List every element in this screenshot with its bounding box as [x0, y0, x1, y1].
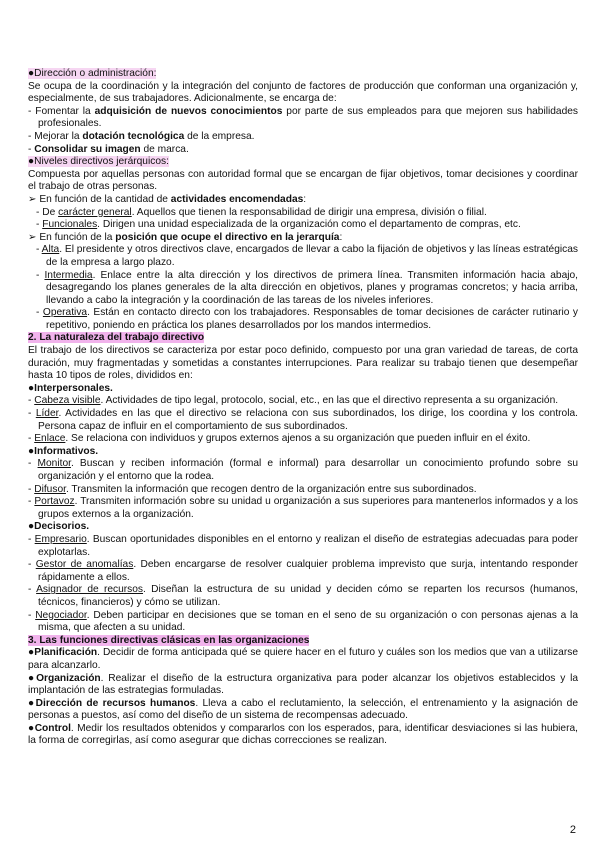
list-item: - Monitor. Buscan y reciben información (formal e informal) para desarrollar un conocimiento profundo sobre su organización y el entorno que la rodea.	[28, 458, 578, 482]
list-item: - Asignador de recursos. Diseñan la estructura de su unidad y deciden cómo se reparten los recursos (humanos, técnicos, financieros) y cómo se utilizan.	[28, 584, 578, 608]
list-item: - Difusor. Transmiten la información que recogen dentro de la organización entre sus subordinados.	[28, 483, 477, 495]
list-item: - Empresario. Buscan oportunidades disponibles en el entorno y realizan el diseño de estrategias adecuadas para poder explotarlas.	[28, 533, 578, 558]
group-heading: ●Decisorios.	[28, 521, 90, 533]
list-item: - Alta. El presidente y otros directivos clave, encargados de llevar a cabo la fijación de objetivos y las líneas estratégicas de la empresa a largo plazo.	[36, 244, 578, 268]
list-item: - Portavoz. Transmiten información sobre su unidad u organización a sus superiores para mantenerlos informados y a los grupos externos a la organización.	[28, 496, 578, 520]
heading-direccion: ●Dirección o administración:	[28, 68, 157, 79]
document-page	[28, 68, 578, 748]
list-item: - Funcionales. Dirigen una unidad especializada de la organización como el departamento de compras, etc.	[36, 219, 521, 231]
section-direccion	[28, 68, 578, 81]
paragraph: Se ocupa de la coordinación y la integración del conjunto de factores de producción que conforman una organización y, especialmente, de sus trabajadores. Adicionalmente, se encarga de:	[28, 80, 578, 105]
function-item: ●Dirección de recursos humanos. Lleva a cabo el reclutamiento, la selección, el entrenamiento y la asignación de personas a puestos, así como del diseño de un sistema de recompensas adecuado.	[28, 697, 578, 722]
criterion-item: ➢ En función de la cantidad de actividades encomendadas:	[28, 193, 307, 205]
heading-naturaleza: 2. La naturaleza del trabajo directivo	[28, 332, 205, 344]
function-item: ●Organización. Realizar el diseño de la estructura organizativa para poder alcanzar los objetivos establecidos y la implantación de las estrategias formuladas.	[28, 672, 579, 697]
paragraph: El trabajo de los directivos se caracteriza por estar poco definido, compuesto por una gran variedad de tareas, de corta duración, muy fragmentadas y sometidas a constantes interrupciones. Para realizar su trabajo tienen que desempeñar hasta 10 tipos de roles, divididos en:	[28, 345, 578, 382]
criterion-item: ➢ En función de la posición que ocupe el directivo en la jerarquía:	[28, 231, 343, 243]
list-item: - Fomentar la adquisición de nuevos conocimientos por parte de sus empleados para que mejoren sus habilidades profesionales.	[28, 105, 578, 130]
list-item: - Líder. Actividades en las que el directivo se relaciona con sus subordinados, los dirige, los coordina y los controla. Persona capaz de influir en el comportamiento de sus subordinados.	[28, 408, 578, 432]
paragraph: Compuesta por aquellas personas con autoridad formal que se encargan de fijar objetivos, tomar decisiones y coordinar el trabajo de otras personas.	[28, 168, 578, 193]
list-item: - Consolidar su imagen de marca.	[28, 143, 189, 155]
list-item: - De carácter general. Aquellos que tienen la responsabilidad de dirigir una empresa, división o filial.	[36, 206, 487, 218]
section-niveles	[28, 156, 578, 169]
section-funciones	[28, 635, 578, 648]
list-item: - Negociador. Deben participar en decisiones que se toman en el seno de su organización o con personas ajenas a la misma, que afecten a su unidad.	[28, 609, 578, 634]
group-heading: ●Informativos.	[28, 445, 99, 457]
list-item: - Gestor de anomalías. Deben encargarse de resolver cualquier problema imprevisto que surja, intentando responder rápidamente a ellos.	[28, 559, 578, 583]
list-item: - Operativa. Están en contacto directo con los trabajadores. Responsables de tomar decisiones de carácter rutinario y repetitivo, poniendo en práctica los planes desarrollados por los mandos intermedios.	[36, 307, 578, 331]
group-heading: ●Interpersonales.	[28, 382, 113, 394]
heading-funciones: 3. Las funciones directivas clásicas en las organizaciones	[28, 634, 310, 646]
section-naturaleza	[28, 332, 578, 345]
heading-niveles: ●Niveles directivos jerárquicos:	[28, 156, 169, 168]
function-item: ●Control. Medir los resultados obtenidos y compararlos con los esperados, para, identificar desviaciones si las hubiera, la forma de corregirlas, así como asegurar que dichas correcciones se realizan.	[28, 722, 578, 747]
function-item: ●Planificación. Decidir de forma anticipada qué se quiere hacer en el futuro y cuáles son los medios que van a utilizarse para alcanzarlo.	[28, 647, 578, 671]
list-item: - Enlace. Se relaciona con individuos y grupos externos ajenos a su organización que pueden influir en el éxito.	[28, 433, 531, 445]
list-item: - Cabeza visible. Actividades de tipo legal, protocolo, social, etc., en las que el directivo representa a su organización.	[28, 395, 559, 407]
page-number: 2	[569, 824, 576, 836]
list-item: - Intermedia. Enlace entre la alta dirección y los directivos de primera línea. Transmiten información hacia abajo, desagregando los planes generales de la alta dirección en objetivos, planes y programas concretos; y hacia arriba, llevando a cabo la integración y la coordinación de las tareas de los niveles inferiores.	[36, 269, 578, 306]
list-item: - Mejorar la dotación tecnológica de la empresa.	[28, 130, 255, 142]
